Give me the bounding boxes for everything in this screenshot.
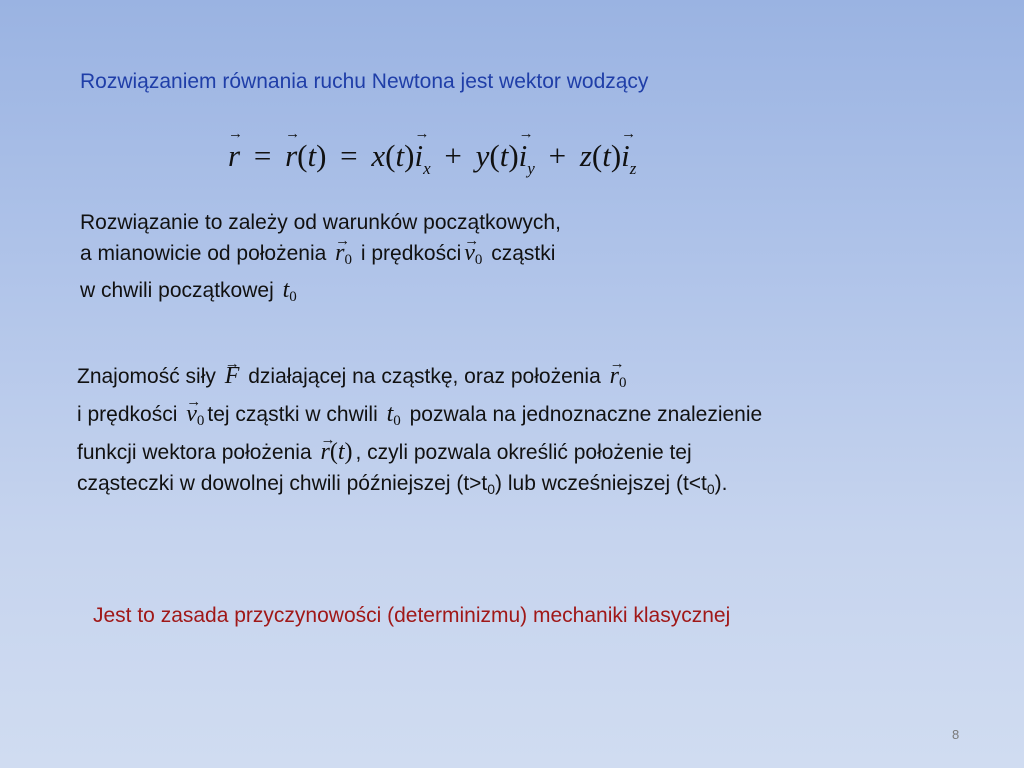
paren: )	[508, 138, 519, 173]
rt-symbol: → r(t)	[317, 439, 355, 465]
r-vector-symbol: → r	[228, 138, 240, 174]
r0-symbol: → $r_0$	[607, 363, 630, 389]
text-fragment: funkcji wektora położenia	[77, 441, 312, 464]
paren: )	[610, 138, 622, 173]
text-fragment: a mianowicie od położenia	[80, 242, 327, 265]
text-fragment: działającej na cząstkę, oraz położenia	[248, 365, 601, 388]
sub-y: y	[527, 159, 535, 178]
paragraph-line	[77, 399, 762, 437]
text-fragment: , czyli pozwala określić położenie tej	[355, 441, 692, 464]
i-vector-symbol: → i	[519, 138, 528, 174]
t-symbol: t	[499, 138, 509, 173]
equals-sign: =	[253, 138, 272, 173]
paren: )	[404, 138, 415, 173]
plus-sign: +	[548, 138, 567, 173]
sub-z: z	[629, 159, 637, 178]
paragraph-line: Rozwiązanie to zależy od warunków początkowych,	[80, 211, 561, 234]
z-symbol: z	[579, 138, 592, 173]
t-symbol: t	[307, 138, 317, 173]
text-fragment: ).	[714, 472, 728, 495]
t-symbol: t	[602, 138, 611, 173]
text-fragment: i prędkości	[77, 403, 178, 426]
slide-heading: Rozwiązaniem równania ruchu Newtona jest wektor wodzący	[80, 70, 649, 93]
v0-symbol: → $v_0$	[461, 240, 485, 266]
subscript-zero: 0	[706, 481, 715, 497]
r0-symbol: → $r_0$	[332, 240, 355, 266]
y-symbol: y	[475, 138, 490, 173]
paren: (	[297, 138, 308, 173]
text-fragment: i prędkości	[360, 242, 462, 265]
paragraph-line	[80, 275, 561, 312]
text-fragment: ) lub wcześniejszej (t<t	[495, 472, 707, 495]
t-symbol: t	[395, 138, 405, 173]
text-fragment: pozwala na jednoznaczne znalezienie	[409, 403, 763, 426]
text-fragment: tej cząstki w chwili	[207, 403, 378, 426]
text-fragment: cząstki	[491, 242, 556, 265]
r-vector-symbol: → r	[285, 138, 297, 174]
t0-symbol: $t_0$	[282, 277, 297, 305]
f-vector-symbol: → F	[222, 363, 243, 389]
paragraph-line	[77, 437, 762, 468]
sub-x: x	[423, 159, 431, 178]
i-vector-symbol: → i	[414, 138, 423, 174]
paren: (	[489, 138, 500, 173]
determinism-paragraph	[77, 361, 762, 505]
paren: (	[591, 138, 603, 173]
text-fragment: Znajomość siły	[77, 365, 216, 388]
page-number: 8	[952, 727, 960, 742]
i-vector-symbol: → i	[621, 138, 630, 174]
plus-sign: +	[444, 138, 462, 173]
causality-principle-statement: Jest to zasada przyczynowości (determinizmu) mechaniki klasycznej	[93, 604, 731, 627]
paren: (	[385, 138, 396, 173]
paragraph-line	[77, 361, 762, 399]
v0-symbol: → $v_0$	[183, 401, 207, 427]
text-fragment: cząsteczki w dowolnej chwili późniejszej (t>t	[77, 472, 488, 495]
text-fragment: w chwili początkowej	[80, 279, 274, 302]
t0-symbol: $t_0$	[386, 401, 401, 429]
position-vector-equation	[228, 138, 636, 179]
paragraph-line	[77, 468, 762, 505]
paragraph-line	[80, 238, 561, 275]
paren: )	[316, 138, 327, 173]
equals-sign: =	[340, 138, 358, 173]
x-symbol: x	[371, 138, 386, 173]
subscript-zero: 0	[487, 481, 496, 497]
initial-conditions-paragraph	[80, 208, 561, 312]
